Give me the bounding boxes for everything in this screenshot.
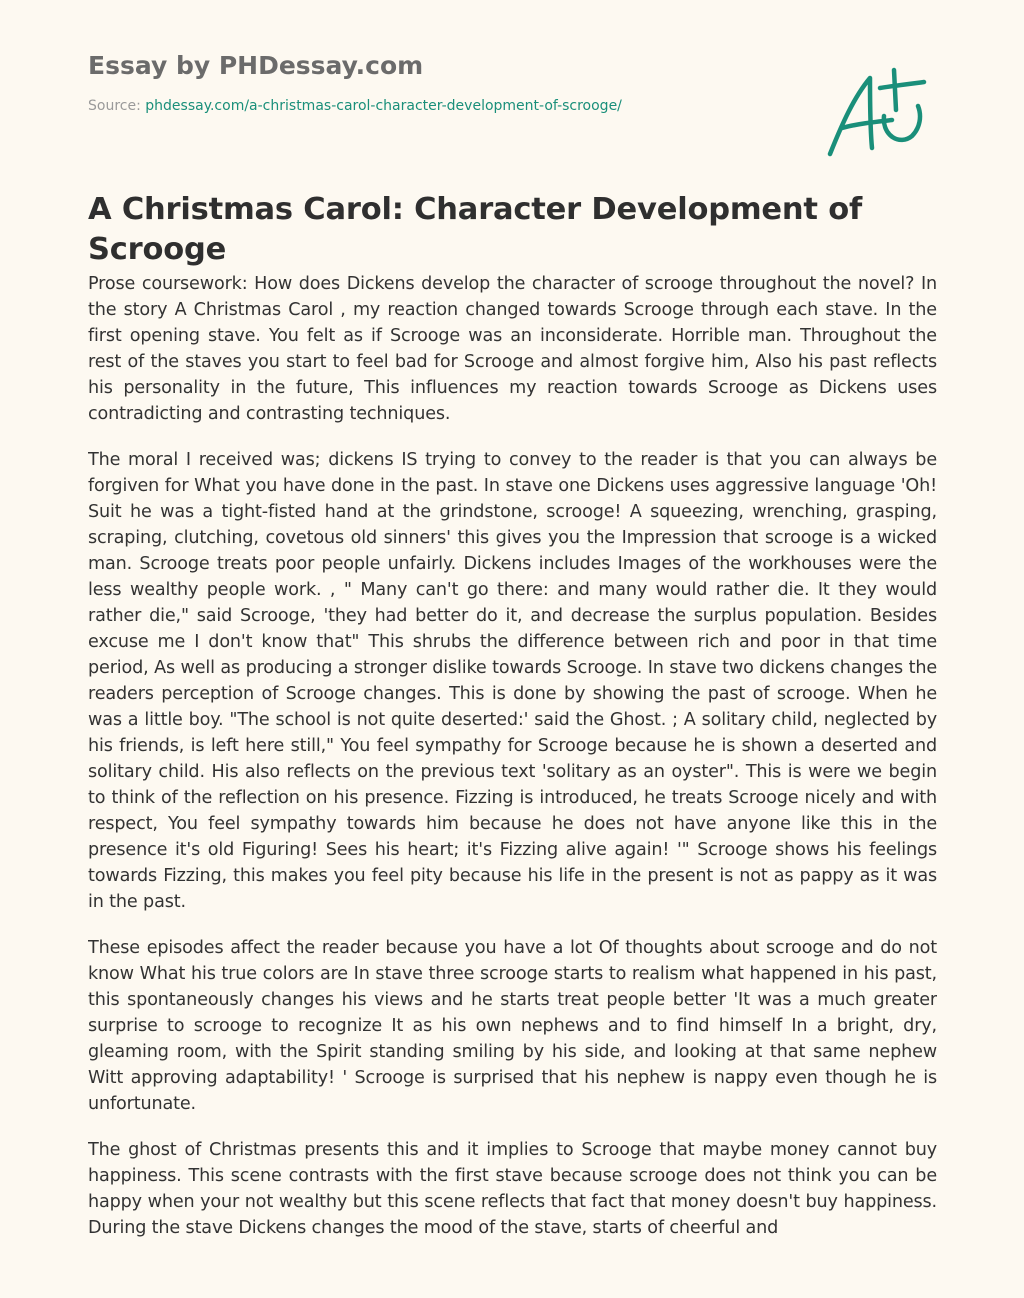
- essay-body: [88, 271, 937, 1251]
- site-brand: Essay by PHDessay.com: [88, 51, 424, 80]
- essay-paragraph: Prose coursework: How does Dickens develop the character of scrooge throughout the novel? In the story A Christmas Carol , my reaction changed towards Scrooge through each stave. In the first opening stave. You felt as if Scrooge was an inconsiderate. Horrible man. Throughout the rest of the staves you start to feel bad for Scrooge and almost forgive him, Also his past reflects his personality in the future, This influences my reaction towards Scrooge as Dickens uses contradicting and contrasting techniques.: [88, 274, 937, 424]
- essay-title: A Christmas Carol: Character Development of Scrooge: [88, 192, 863, 267]
- source-line: [88, 97, 938, 115]
- source-label: Source:: [88, 98, 146, 114]
- page-header: [88, 50, 938, 115]
- essay-paragraph: These episodes affect the reader because you have a lot Of thoughts about scrooge and do not know What his true colors are In stave three scrooge starts to realism what happened in his past, this spontaneously changes his views and he starts treat people better 'It was a much greater surprise to scrooge to recognize It as his own nephews and to find himself In a bright, dry, gleaming room, with the Spirit standing smiling by his side, and looking at that same nephew Witt approving adaptability! ' Scrooge is surprised that his nephew is nappy even though he is unfortunate.: [88, 938, 937, 1114]
- essay-paragraph: The ghost of Christmas presents this and it implies to Scrooge that maybe money cannot buy happiness. This scene contrasts with the first stave because scrooge does not think you can be happy when your not wealthy but this scene reflects that fact that money doesn't buy happiness. During the stave Dickens changes the mood of the stave, starts of cheerful and: [88, 1140, 937, 1238]
- essay-paragraph: The moral I received was; dickens IS trying to convey to the reader is that you can always be forgiven for What you have done in the past. In stave one Dickens uses aggressive language 'Oh! Suit he was a tight-fisted hand at the grindstone, scrooge! A squeezing, wrenching, grasping, scraping, clutching, covetous old sinners' this gives you the Impression that scrooge is a wicked man. Scrooge treats poor people unfairly. Dickens includes Images of the workhouses were the less wealthy people work. , " Many can't go there: and many would rather die. It they would rather die," said Scrooge, 'they had better do it, and decrease the surplus population. Besides excuse me I don't know that" This shrubs the difference between rich and poor in that time period, As well as producing a stronger dislike towards Scrooge. In stave two dickens changes the readers perception of Scrooge changes. This is done by showing the past of scrooge. When he was a little boy. "The school is not quite deserted:' said the Ghost. ; A solitary child, neglected by his friends, is left here still," You feel sympathy for Scrooge because he is shown a deserted and solitary child. His also reflects on the previous text 'solitary as an oyster". This is were we begin to think of the reflection on his presence. Fizzing is introduced, he treats Scrooge nicely and with respect, You feel sympathy towards him because he does not have anyone like this in the presence it's old Figuring! Sees his heart; it's Fizzing alive again! '" Scrooge shows his feelings towards Fizzing, this makes you feel pity because his life in the present is not as pappy as it was in the past.: [88, 450, 937, 912]
- a-plus-grade-icon: [820, 62, 930, 162]
- source-link[interactable]: phdessay.com/a-christmas-carol-character-development-of-scrooge/: [145, 98, 622, 114]
